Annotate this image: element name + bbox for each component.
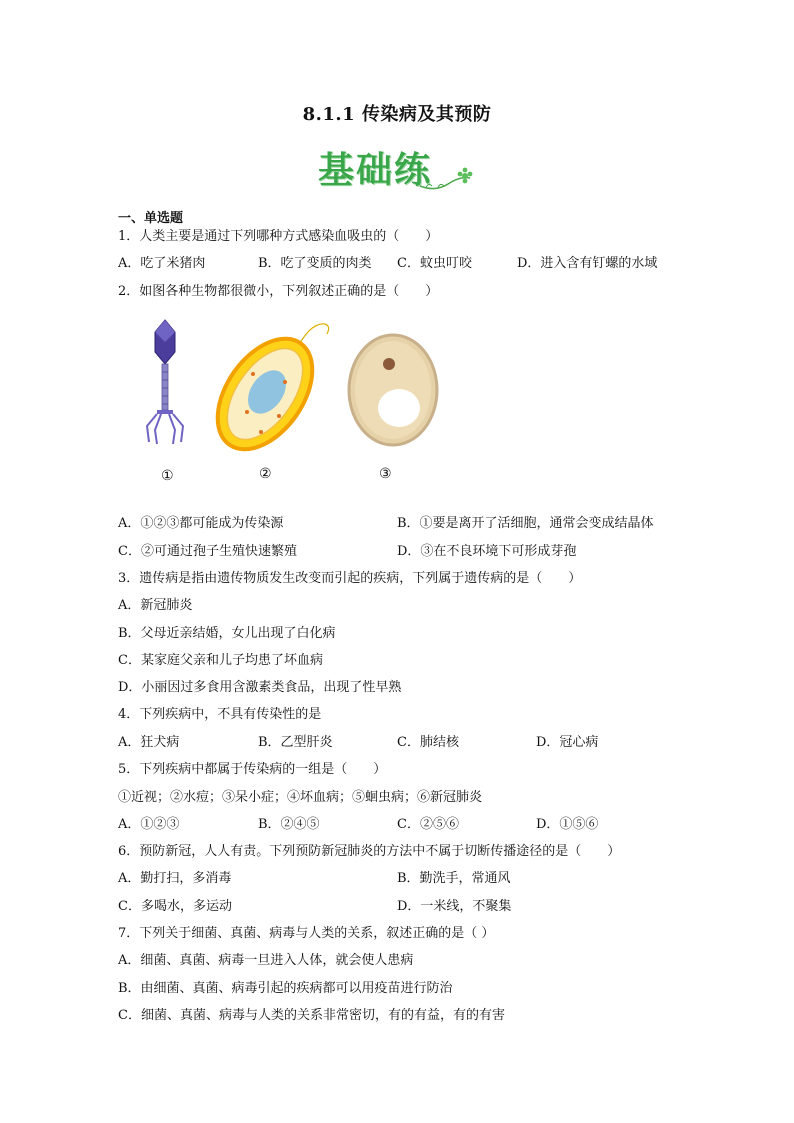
q6-option-a: A．勤打扫，多消毒	[118, 871, 232, 886]
q4-option-b: B．乙型肝炎	[258, 735, 333, 750]
q6-option-b: B．勤洗手，常通风	[397, 871, 511, 886]
vine-decoration-icon	[418, 164, 474, 194]
microorganism-images	[135, 312, 455, 492]
bacterium-icon	[198, 321, 331, 466]
q1-option-d: D．进入含有钉螺的水域	[517, 256, 658, 271]
q5-option-a: A．①②③	[118, 817, 180, 832]
question-1-stem: 1．人类主要是通过下列哪种方式感染血吸虫的（ ）	[118, 229, 439, 244]
q3-option-d: D．小丽因过多食用含激素类食品，出现了性早熟	[118, 680, 402, 695]
q3-option-b: B．父母近亲结婚，女儿出现了白化病	[118, 626, 336, 641]
figure-caption-1: ①	[161, 468, 174, 484]
q1-option-b: B．吃了变质的肉类	[258, 256, 372, 271]
q5-option-c: C．②⑤⑥	[397, 817, 459, 832]
question-6-stem: 6．预防新冠，人人有责。下列预防新冠肺炎的方法中不属于切断传播途径的是（ ）	[118, 844, 621, 859]
bacteriophage-icon	[147, 320, 183, 444]
q5-option-b: B．②④⑤	[258, 817, 320, 832]
badge-label: 基础练	[318, 150, 433, 191]
question-4-stem: 4．下列疾病中，不具有传染性的是	[118, 707, 322, 722]
q2-option-d: D．③在不良环境下可形成芽孢	[397, 544, 577, 559]
q4-option-c: C．肺结核	[397, 735, 459, 750]
q6-option-d: D．一米线，不聚集	[397, 899, 512, 914]
q4-option-a: A．狂犬病	[118, 735, 180, 750]
microorganism-figure	[135, 312, 455, 492]
q5-option-d: D．①⑤⑥	[536, 817, 599, 832]
q2-option-a: A．①②③都可能成为传染源	[118, 516, 284, 531]
basic-practice-badge	[318, 140, 478, 196]
q2-option-b: B．①要是离开了活细胞，通常会变成结晶体	[397, 516, 654, 531]
q1-option-c: C．蚊虫叮咬	[397, 256, 472, 271]
question-2-stem: 2．如图各种生物都很微小，下列叙述正确的是（ ）	[118, 284, 439, 299]
q5-item-list: ①近视；②水痘；③呆小症；④坏血病；⑤蛔虫病；⑥新冠肺炎	[118, 790, 483, 805]
figure-caption-2: ②	[259, 466, 272, 482]
q7-option-b: B．由细菌、真菌、病毒引起的疾病都可以用疫苗进行防治	[118, 981, 453, 996]
q7-option-a: A．细菌、真菌、病毒一旦进入人体，就会使人患病	[118, 953, 414, 968]
yeast-cell-icon	[349, 335, 437, 445]
q6-option-c: C．多喝水，多运动	[118, 899, 232, 914]
q1-option-a: A．吃了米猪肉	[118, 256, 206, 271]
q4-option-d: D．冠心病	[536, 735, 599, 750]
q7-option-c: C．细菌、真菌、病毒与人类的关系非常密切，有的有益，有的有害	[118, 1008, 505, 1023]
question-5-stem: 5．下列疾病中都属于传染病的一组是（ ）	[118, 762, 387, 777]
question-3-stem: 3．遗传病是指由遗传物质发生改变而引起的疾病，下列属于遗传病的是（ ）	[118, 571, 582, 586]
figure-caption-3: ③	[379, 466, 392, 482]
page-title: 8.1.1 传染病及其预防	[302, 104, 492, 125]
question-7-stem: 7．下列关于细菌、真菌、病毒与人类的关系，叙述正确的是（ ）	[118, 926, 495, 941]
section-heading: 一、单选题	[118, 211, 184, 226]
q2-option-c: C．②可通过孢子生殖快速繁殖	[118, 544, 297, 559]
q3-option-c: C．某家庭父亲和儿子均患了坏血病	[118, 653, 323, 668]
q3-option-a: A．新冠肺炎	[118, 598, 193, 613]
